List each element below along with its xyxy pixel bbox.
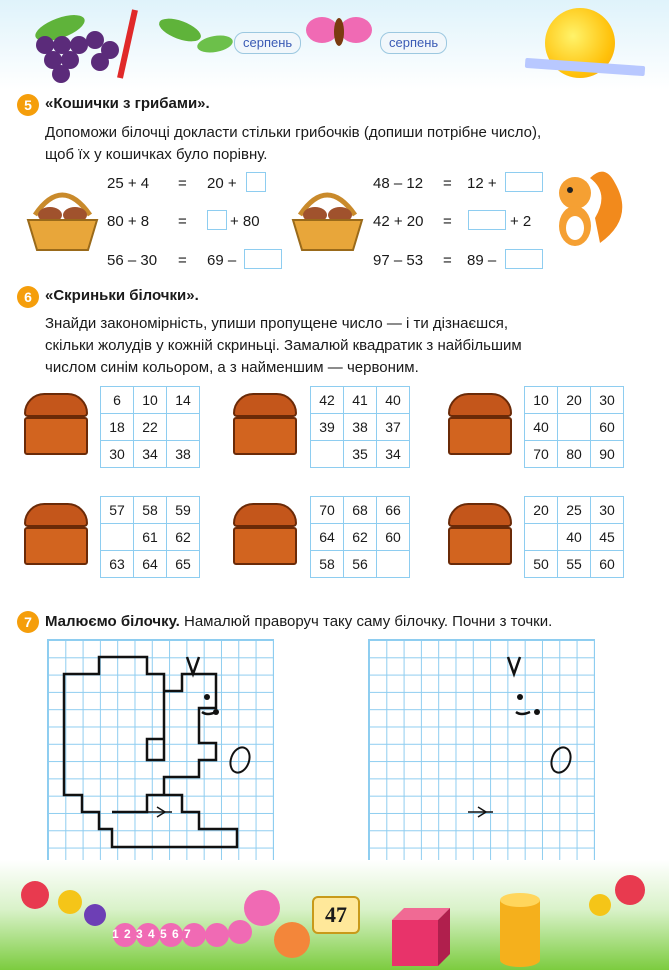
month-label-left: серпень	[234, 32, 301, 54]
number-grid	[310, 386, 410, 468]
grid-cell[interactable]: 70	[311, 497, 344, 524]
number-grid	[524, 496, 624, 578]
chest-icon	[233, 503, 297, 565]
chest-icon	[24, 503, 88, 565]
grid-cell[interactable]: 38	[167, 441, 200, 468]
flower-icon	[21, 881, 49, 909]
grid-cell[interactable]: 62	[167, 524, 200, 551]
basket-icon	[285, 175, 370, 255]
task7-instruction	[45, 611, 552, 633]
answer-box[interactable]	[468, 210, 506, 230]
task5-title: «Кошички з грибами».	[45, 95, 210, 112]
task5-text-line2: щоб їх у кошичках було порівну.	[45, 146, 268, 163]
task7-text: Намалюй праворуч таку саму білочку. Почни з точки.	[179, 613, 553, 630]
page-number: 47	[312, 896, 360, 934]
chest-icon	[448, 503, 512, 565]
chest-icon	[24, 393, 88, 455]
grid-cell[interactable]	[311, 441, 344, 468]
grid-cell[interactable]: 58	[311, 551, 344, 578]
grid-cell[interactable]: 90	[591, 441, 624, 468]
grid-cell[interactable]: 30	[591, 387, 624, 414]
nut-oval	[548, 745, 574, 776]
grid-cell[interactable]: 65	[167, 551, 200, 578]
grid-cell[interactable]	[101, 524, 134, 551]
grid-cell[interactable]: 61	[134, 524, 167, 551]
grid-cell[interactable]: 37	[377, 414, 410, 441]
squirrel-outline-sample	[47, 639, 273, 865]
grid-cell[interactable]: 14	[167, 387, 200, 414]
answer-box[interactable]	[505, 249, 543, 269]
task6-text-line2: скільки жолудів у кожній скриньці. Замалюй квадратик з найбільшим	[45, 337, 522, 354]
grid-cell[interactable]: 39	[311, 414, 344, 441]
grid-cell[interactable]: 6	[101, 387, 134, 414]
squirrel-start-marks	[368, 639, 594, 865]
pencil-icon	[120, 10, 135, 78]
cylinder-icon	[500, 893, 540, 967]
grid-cell[interactable]: 35	[344, 441, 377, 468]
squirrel-icon	[545, 158, 630, 253]
grid-cell[interactable]: 68	[344, 497, 377, 524]
grid-cell[interactable]	[377, 551, 410, 578]
grid-cell[interactable]	[558, 414, 591, 441]
equation-equals: =	[443, 175, 452, 192]
month-label-right: серпень	[380, 32, 447, 54]
grid-cell[interactable]: 60	[591, 414, 624, 441]
ear-mark	[508, 657, 520, 674]
grid-cell[interactable]: 34	[377, 441, 410, 468]
butterfly-icon	[306, 17, 372, 46]
grid-cell[interactable]: 30	[101, 441, 134, 468]
answer-box[interactable]	[246, 172, 266, 192]
equation-right: 69 –	[207, 252, 237, 269]
grid-cell[interactable]: 10	[134, 387, 167, 414]
grid-cell[interactable]: 42	[311, 387, 344, 414]
task6-text-line3: числом синім кольором, а з найменшим — червоним.	[45, 359, 419, 376]
eye-dot	[517, 694, 523, 700]
start-dot	[534, 709, 540, 715]
equation-equals: =	[178, 252, 187, 269]
grid-cell[interactable]: 20	[525, 497, 558, 524]
grid-cell[interactable]: 80	[558, 441, 591, 468]
grid-cell[interactable]: 63	[101, 551, 134, 578]
equation-left: 97 – 53	[373, 252, 424, 269]
answer-box[interactable]	[244, 249, 282, 269]
equation-equals: =	[443, 252, 452, 269]
cube-icon	[392, 908, 450, 966]
grid-cell[interactable]: 70	[525, 441, 558, 468]
grid-cell[interactable]: 38	[344, 414, 377, 441]
equation-right: 20 +	[207, 175, 237, 192]
equation-left: 80 + 8	[107, 213, 150, 230]
task5-text-line1: Допоможи білочці докласти стільки грибочків (допиши потрібне число),	[45, 124, 542, 141]
equation-equals: =	[178, 213, 187, 230]
grid-cell[interactable]: 30	[591, 497, 624, 524]
flower-icon	[615, 875, 645, 905]
equation-left: 25 + 4	[107, 175, 150, 192]
equation-equals: =	[443, 213, 452, 230]
ear-mark	[187, 657, 199, 674]
grapes-icon	[36, 31, 119, 83]
grid-cell[interactable]: 20	[558, 387, 591, 414]
answer-box[interactable]	[207, 210, 227, 230]
start-dot	[213, 709, 219, 715]
grid-cell[interactable]: 55	[558, 551, 591, 578]
equation-left: 48 – 12	[373, 175, 424, 192]
grid-cell[interactable]	[167, 414, 200, 441]
leaf-icon	[156, 14, 204, 46]
grid-cell[interactable]: 34	[134, 441, 167, 468]
grid-cell[interactable]: 64	[134, 551, 167, 578]
chest-icon	[448, 393, 512, 455]
grid-cell[interactable]: 56	[344, 551, 377, 578]
eye-dot	[204, 694, 210, 700]
grid-cell[interactable]: 40	[377, 387, 410, 414]
grid-cell[interactable]: 64	[311, 524, 344, 551]
task7-title: Малюємо білочку.	[45, 613, 180, 630]
grid-cell[interactable]: 50	[525, 551, 558, 578]
grid-cell[interactable]	[525, 524, 558, 551]
caterpillar-digits: 1 2 3 4 5 6 7	[112, 927, 192, 941]
grid-cell[interactable]: 45	[591, 524, 624, 551]
flower-icon	[58, 890, 82, 914]
grid-cell[interactable]: 40	[525, 414, 558, 441]
equation-left: 56 – 30	[107, 252, 158, 269]
grid-cell[interactable]: 58	[134, 497, 167, 524]
grid-cell[interactable]: 66	[377, 497, 410, 524]
equation-equals: =	[178, 175, 187, 192]
grid-cell[interactable]: 62	[344, 524, 377, 551]
grid-cell[interactable]: 57	[101, 497, 134, 524]
task-number-badge: 6	[17, 286, 39, 308]
equation-right: 12 +	[467, 175, 497, 192]
grid-cell[interactable]: 22	[134, 414, 167, 441]
equation-after: + 2	[510, 213, 532, 230]
equation-left: 42 + 20	[373, 213, 424, 230]
equation-right: 89 –	[467, 252, 497, 269]
grid-cell[interactable]: 25	[558, 497, 591, 524]
grid-cell[interactable]: 41	[344, 387, 377, 414]
number-grid	[524, 386, 624, 468]
task6-title: «Скриньки білочки».	[45, 287, 199, 304]
task6-text-line1: Знайди закономірність, упиши пропущене число — і ти дізнаєшся,	[45, 315, 509, 332]
task-number-badge: 7	[17, 611, 39, 633]
equation-after: + 80	[230, 213, 260, 230]
task-number-badge: 5	[17, 94, 39, 116]
grid-cell[interactable]: 10	[525, 387, 558, 414]
mouth-mark	[516, 712, 530, 714]
number-grid	[310, 496, 410, 578]
answer-box[interactable]	[505, 172, 543, 192]
grid-cell[interactable]: 59	[167, 497, 200, 524]
leaf-icon	[196, 33, 234, 55]
flower-icon	[84, 904, 106, 926]
chest-icon	[233, 393, 297, 455]
flower-icon	[589, 894, 611, 916]
grid-cell[interactable]: 60	[377, 524, 410, 551]
number-grid	[100, 496, 200, 578]
grid-cell[interactable]: 60	[591, 551, 624, 578]
ball-icon	[274, 922, 310, 958]
basket-icon	[20, 175, 105, 255]
grid-cell[interactable]: 18	[101, 414, 134, 441]
nut-oval	[227, 745, 253, 776]
grid-cell[interactable]: 40	[558, 524, 591, 551]
number-grid	[100, 386, 200, 468]
